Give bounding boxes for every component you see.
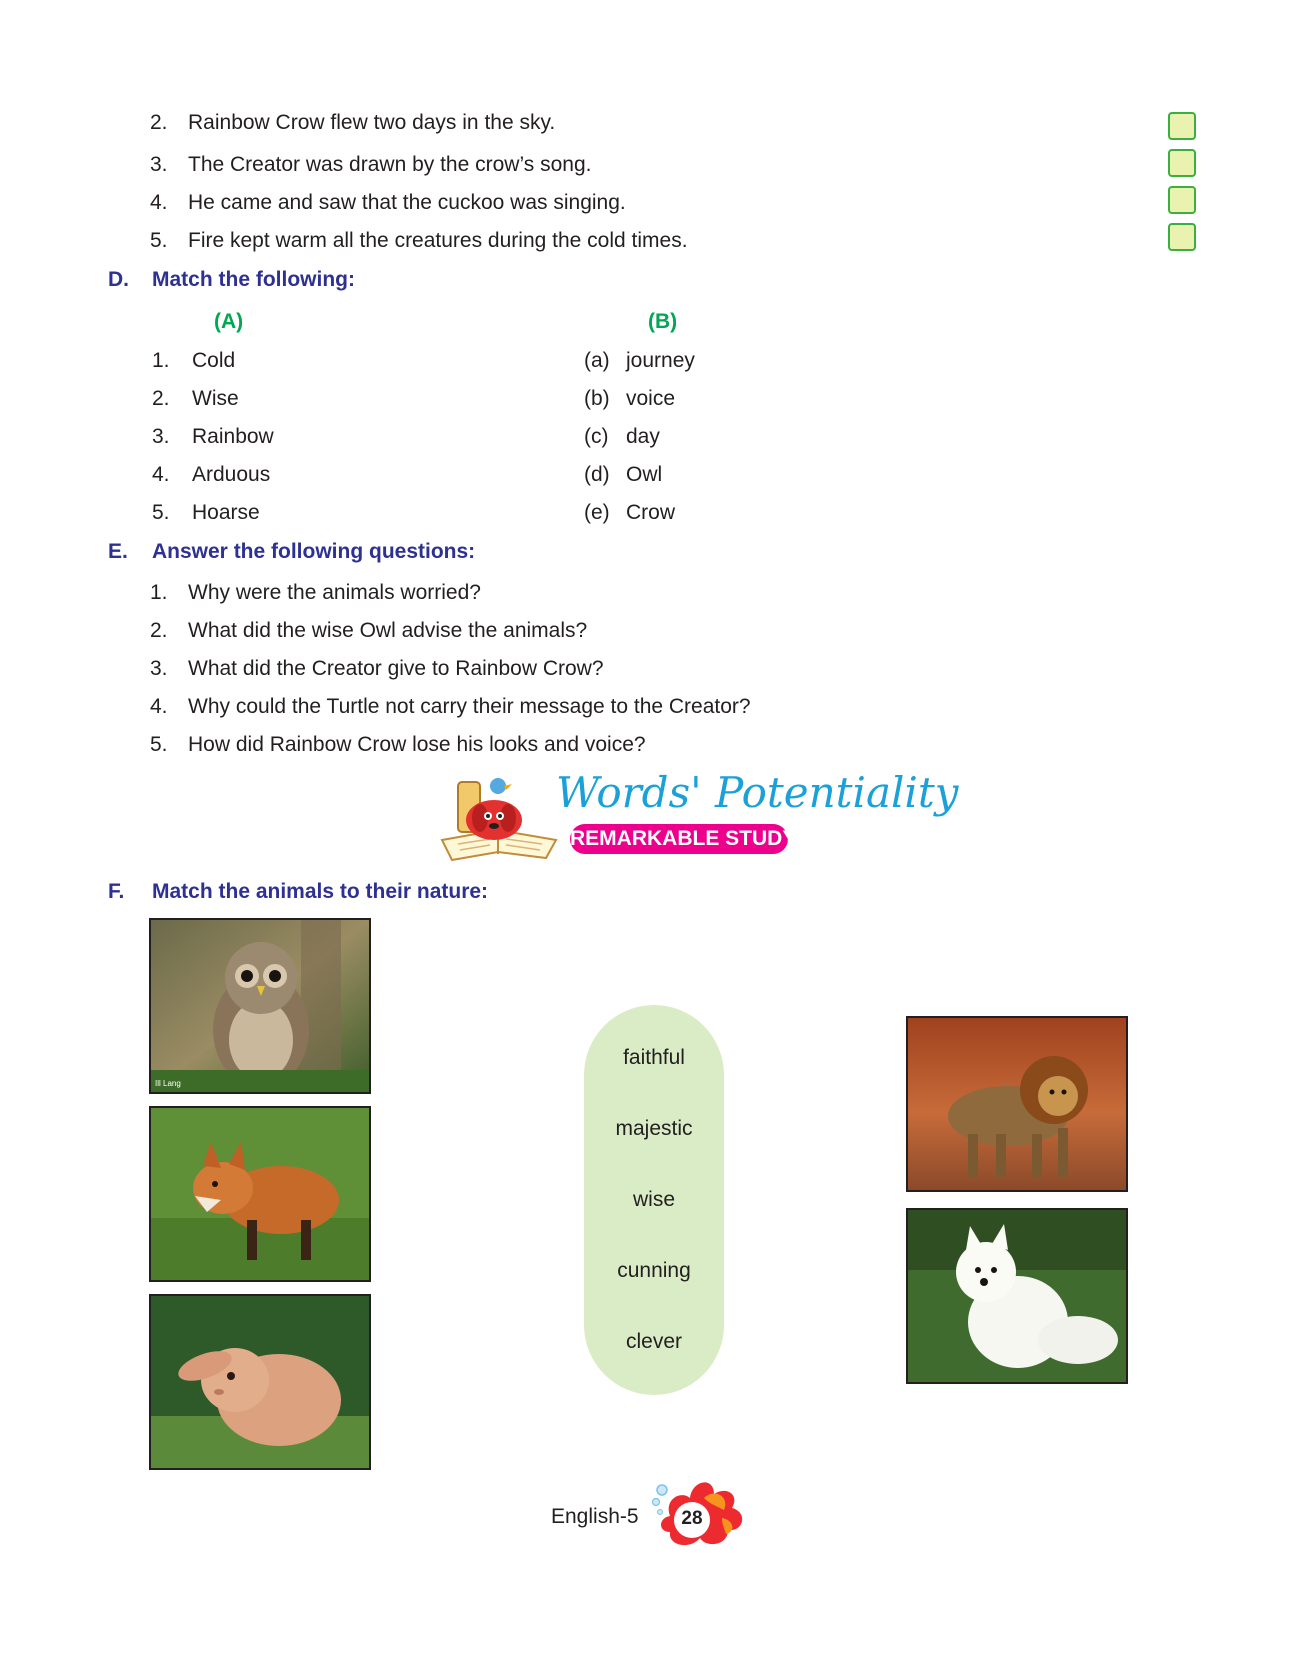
fox-photo [149,1106,371,1282]
photo-credit: Ill Lang [155,1079,181,1088]
words-potentiality-banner [438,768,959,863]
book-title: English-5 [551,1505,639,1528]
owl-icon [151,920,369,1092]
rabbit-icon [151,1296,369,1468]
fox-icon [151,1108,369,1280]
lion-icon [908,1018,1126,1190]
dog-photo [906,1208,1128,1384]
answer-checkbox[interactable] [1168,149,1196,177]
section-e-title: Answer the following questions: [152,540,476,563]
lion-photo [906,1016,1128,1192]
section-d-title: Match the following: [152,268,355,291]
dog-reading-book-icon [438,768,568,863]
answer-checkbox[interactable] [1168,186,1196,214]
section-e-letter: E. [108,540,128,563]
page-number-badge [630,1470,750,1550]
owl-photo [149,918,371,1094]
dog-icon [908,1210,1126,1382]
word-clever: clever [625,1330,683,1353]
remarkable-study-badge: REMARKABLE STUDY [570,824,788,854]
word-wise: wise [632,1188,675,1211]
column-b-heading: (B) [648,310,678,333]
word-majestic: majestic [615,1117,693,1140]
word-cunning: cunning [617,1259,691,1282]
section-f-title: Match the animals to their nature: [152,880,489,903]
banner-title: Words' Potentiality [556,768,959,817]
column-a-heading: (A) [214,310,244,333]
answer-checkbox[interactable] [1168,112,1196,140]
section-d-letter: D. [108,268,129,291]
word-faithful: faithful [623,1046,685,1069]
page-number: 28 [681,1508,703,1529]
rabbit-photo [149,1294,371,1470]
section-f-letter: F. [108,880,125,903]
answer-checkbox[interactable] [1168,223,1196,251]
